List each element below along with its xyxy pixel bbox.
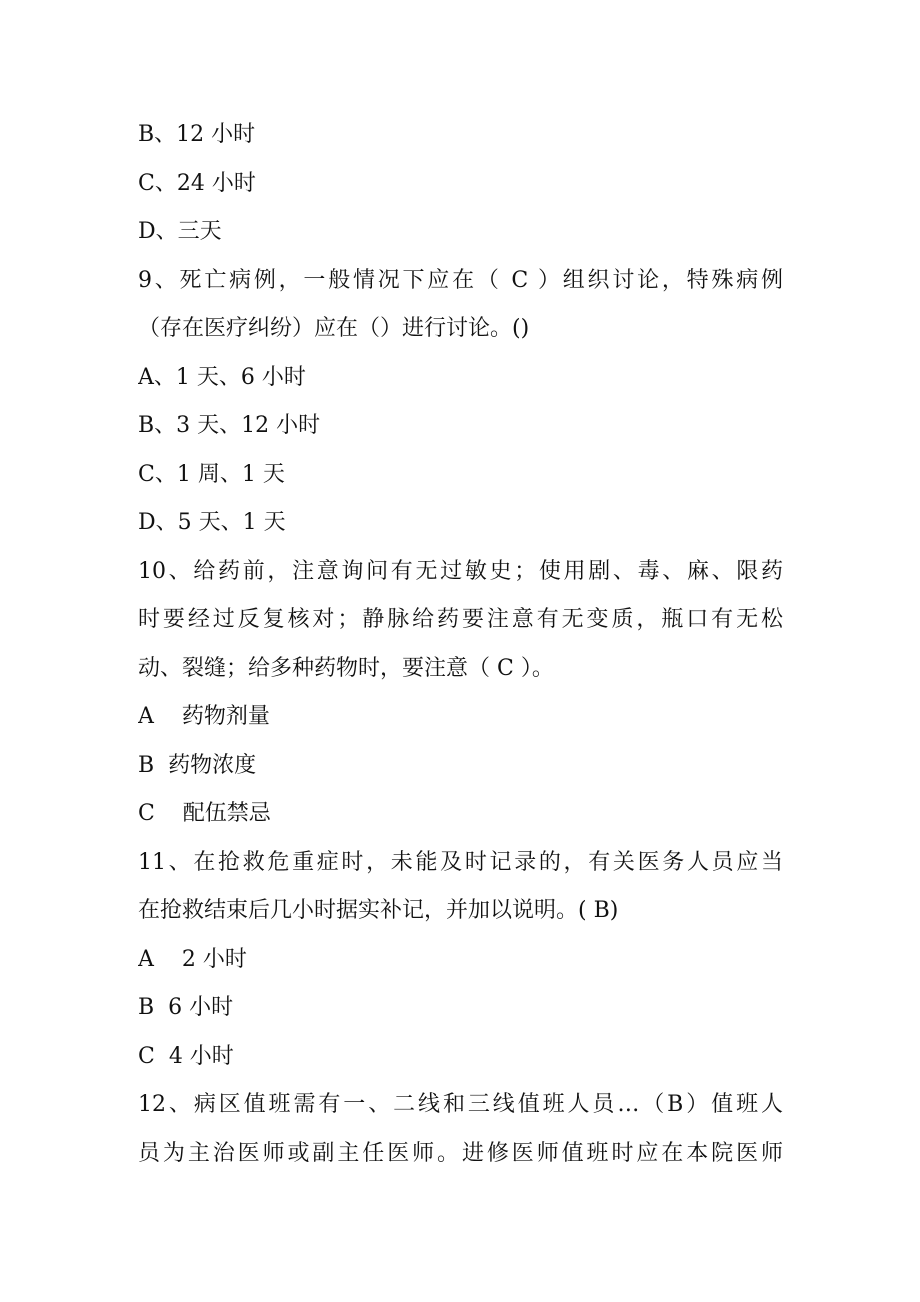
text-line-1: B、12 小时: [138, 122, 256, 147]
question-10-line-3: 动、裂缝；给多种药物时，要注意（ C ）。: [138, 655, 554, 681]
option-a-q9: A、1 天、6 小时: [138, 364, 306, 390]
option-b-q9: B、3 天、12 小时: [138, 413, 321, 438]
option-d-q9: D、5 天、1 天: [138, 510, 286, 535]
question-11-line-2: 在抢救结束后几小时据实补记，并加以说明。( B): [138, 898, 619, 923]
option-c-q10: C 配伍禁忌: [138, 801, 271, 826]
option-a-q11: A 2 小时: [138, 946, 247, 972]
option-a-q10: A 药物剂量: [138, 704, 270, 729]
text-line-2: C、24 小时: [138, 170, 256, 196]
question-9-line-2: （存在医疗纠纷）应在（）进行讨论。(): [138, 316, 530, 341]
text-line-3: D、三天: [138, 219, 222, 244]
option-c-q9: C、1 周、1 天: [138, 461, 285, 487]
document-body: [138, 111, 783, 1178]
option-b-q10: B 药物浓度: [138, 752, 257, 778]
question-10-line-1: 10、给药前，注意询问有无过敏史；使用剧、毒、麻、限药: [138, 558, 783, 584]
question-12-line-1: 12、病区值班需有一、二线和三线值班人员…（B）值班人: [138, 1092, 783, 1117]
question-12-line-2: 员为主治医师或副主任医师。进修医师值班时应在本院医师: [138, 1140, 783, 1166]
option-c-q11: C 4 小时: [138, 1043, 234, 1069]
question-10-line-2: 时要经过反复核对；静脉给药要注意有无变质，瓶口有无松: [138, 607, 783, 632]
question-9-line-1: 9、死亡病例，一般情况下应在（ C ）组织讨论，特殊病例: [138, 267, 783, 293]
question-11-line-1: 11、在抢救危重症时，未能及时记录的，有关医务人员应当: [138, 849, 783, 875]
option-b-q11: B 6 小时: [138, 995, 234, 1020]
